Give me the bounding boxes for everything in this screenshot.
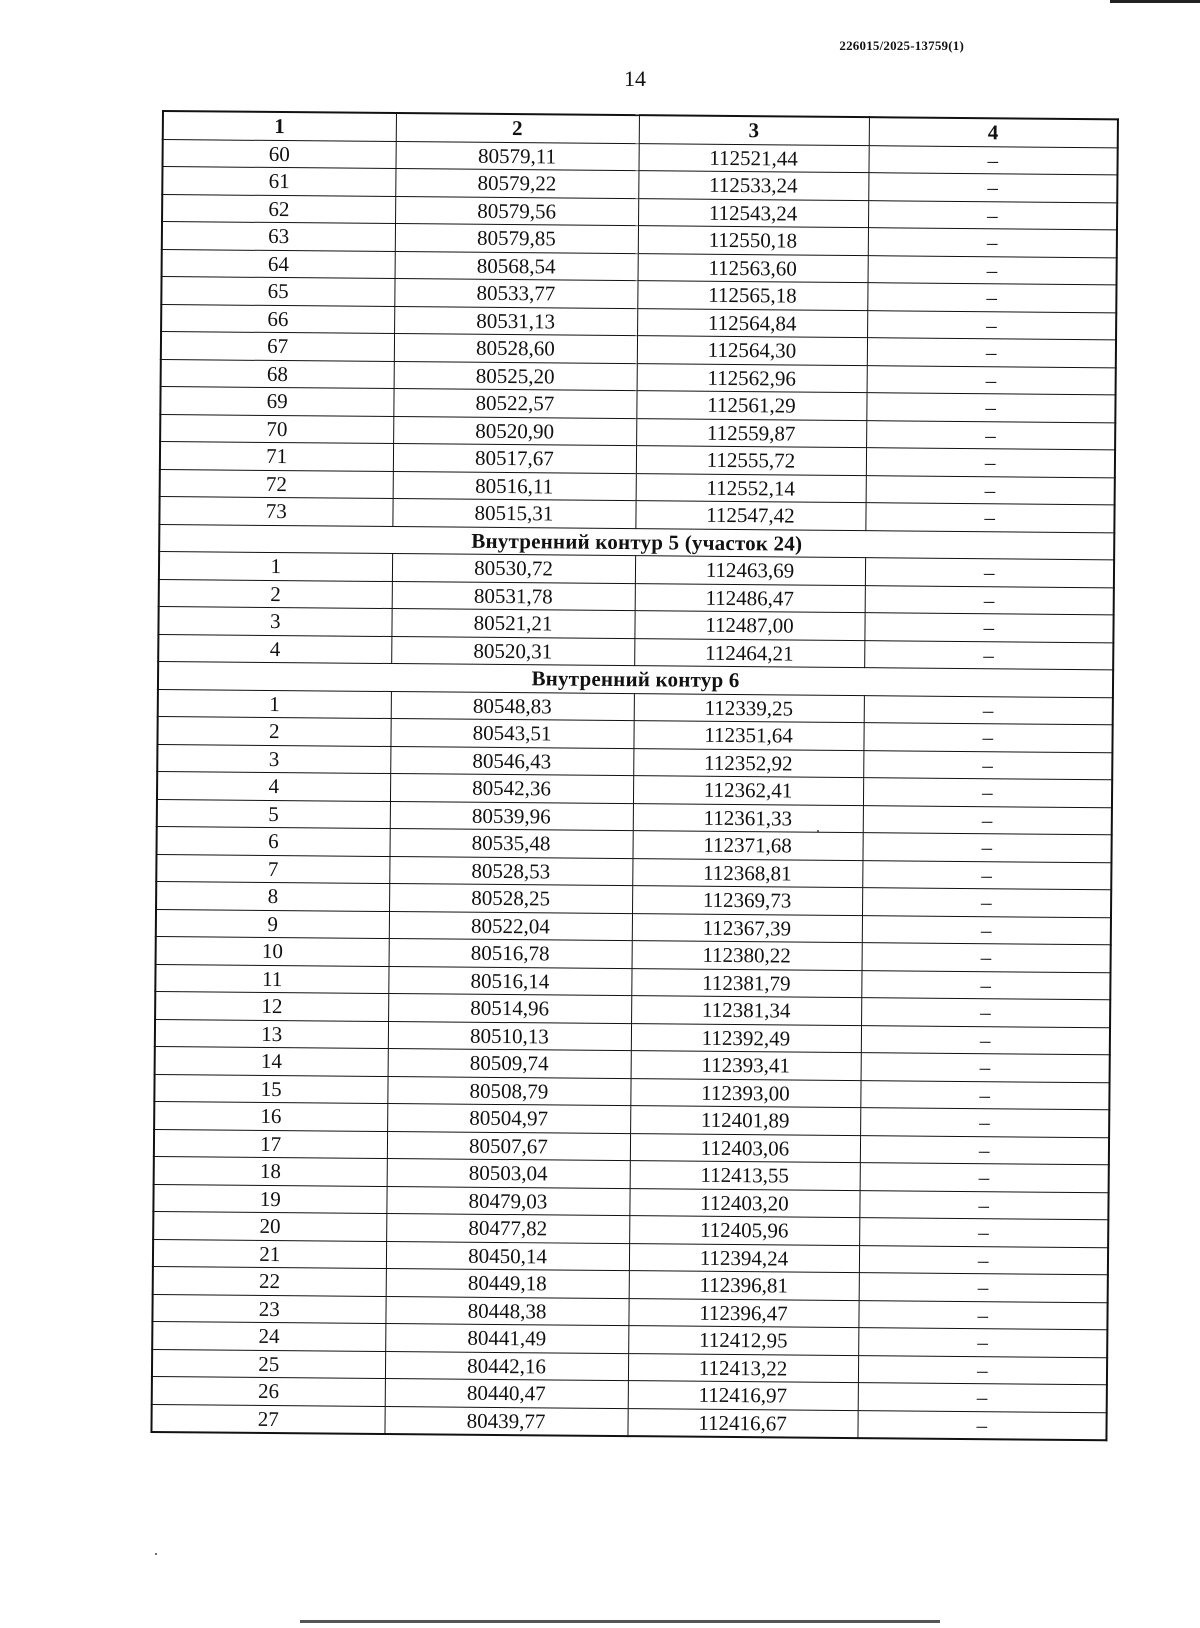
note-cell: – [861,998,1110,1028]
note-cell: – [859,1273,1108,1303]
y-coordinate-cell: 112392,49 [631,1023,861,1053]
x-coordinate-cell: 80528,25 [389,884,632,914]
point-number-cell: 2 [159,579,392,609]
y-coordinate-cell: 112463,69 [635,556,865,586]
x-coordinate-cell: 80535,48 [389,829,632,859]
point-number-cell: 1 [158,689,391,719]
x-coordinate-cell: 80520,31 [391,636,634,666]
point-number-cell: 8 [156,881,389,911]
point-number-cell: 69 [160,386,393,416]
note-cell: – [866,448,1115,478]
header-cell-4: 4 [869,117,1118,147]
point-number-cell: 23 [152,1294,385,1324]
x-coordinate-cell: 80509,74 [388,1049,631,1079]
x-coordinate-cell: 80514,96 [388,994,631,1024]
note-cell: – [862,915,1111,945]
y-coordinate-cell: 112368,81 [632,858,862,888]
note-cell: – [859,1245,1108,1275]
x-coordinate-cell: 80520,90 [393,416,636,446]
y-coordinate-cell: 112562,96 [637,363,867,393]
y-coordinate-cell: 112394,24 [629,1243,859,1273]
scan-speck [817,830,819,832]
y-coordinate-cell: 112401,89 [630,1106,860,1136]
x-coordinate-cell: 80539,96 [390,801,633,831]
x-coordinate-cell: 80533,77 [394,279,637,309]
note-cell: – [866,475,1115,505]
x-coordinate-cell: 80530,72 [392,554,635,584]
note-cell: – [860,1135,1109,1165]
x-coordinate-cell: 80542,36 [390,774,633,804]
x-coordinate-cell: 80579,22 [395,169,638,199]
x-coordinate-cell: 80568,54 [395,251,638,281]
y-coordinate-cell: 112403,06 [630,1133,860,1163]
y-coordinate-cell: 112559,87 [636,418,866,448]
coordinates-table [150,110,1119,1441]
x-coordinate-cell: 80510,13 [388,1021,631,1051]
x-coordinate-cell: 80531,13 [394,306,637,336]
y-coordinate-cell: 112487,00 [634,611,864,641]
point-number-cell: 1 [159,551,392,581]
note-cell: – [858,1383,1107,1413]
x-coordinate-cell: 80448,38 [385,1296,628,1326]
point-number-cell: 26 [152,1376,385,1406]
point-number-cell: 24 [152,1321,385,1351]
point-number-cell: 20 [153,1211,386,1241]
note-cell: – [864,695,1113,725]
x-coordinate-cell: 80579,56 [395,196,638,226]
y-coordinate-cell: 112416,97 [628,1381,858,1411]
y-coordinate-cell: 112403,20 [629,1188,859,1218]
x-coordinate-cell: 80516,14 [388,966,631,996]
point-number-cell: 16 [154,1101,387,1131]
point-number-cell: 13 [155,1019,388,1049]
table-body [151,139,1117,1440]
note-cell: – [865,503,1114,533]
point-number-cell: 5 [157,799,390,829]
note-cell: – [863,723,1112,753]
x-coordinate-cell: 80531,78 [392,581,635,611]
x-coordinate-cell: 80479,03 [386,1186,629,1216]
note-cell: – [862,833,1111,863]
header-cell-1: 1 [163,111,396,141]
y-coordinate-cell: 112416,67 [627,1408,857,1438]
note-cell: – [863,778,1112,808]
y-coordinate-cell: 112380,22 [632,941,862,971]
note-cell: – [859,1190,1108,1220]
x-coordinate-cell: 80528,60 [394,334,637,364]
point-number-cell: 64 [162,249,395,279]
note-cell: – [864,613,1113,643]
note-cell: – [868,228,1117,258]
note-cell: – [868,145,1117,175]
x-coordinate-cell: 80516,11 [393,471,636,501]
y-coordinate-cell: 112533,24 [638,171,868,201]
y-coordinate-cell: 112362,41 [633,776,863,806]
note-cell: – [861,970,1110,1000]
page-number: 14 [624,66,646,91]
note-cell: – [858,1328,1107,1358]
section-title: Внутренний контур 5 (участок 24) [159,524,1114,560]
point-number-cell: 60 [163,139,396,169]
point-number-cell: 11 [155,964,388,994]
note-cell: – [866,393,1115,423]
point-number-cell: 25 [152,1349,385,1379]
point-number-cell: 18 [154,1156,387,1186]
y-coordinate-cell: 112412,95 [628,1326,858,1356]
point-number-cell: 61 [162,167,395,197]
point-number-cell: 67 [161,332,394,362]
y-coordinate-cell: 112563,60 [638,253,868,283]
x-coordinate-cell: 80450,14 [386,1241,629,1271]
header-cell-3: 3 [639,115,869,145]
note-cell: – [866,420,1115,450]
y-coordinate-cell: 112561,29 [636,391,866,421]
point-number-cell: 17 [154,1129,387,1159]
x-coordinate-cell: 80517,67 [393,444,636,474]
note-cell: – [865,558,1114,588]
x-coordinate-cell: 80528,53 [389,856,632,886]
y-coordinate-cell: 112413,55 [630,1161,860,1191]
point-number-cell: 3 [158,606,391,636]
note-cell: – [857,1410,1106,1440]
point-number-cell: 9 [156,909,389,939]
note-cell: – [867,283,1116,313]
x-coordinate-cell: 80503,04 [387,1159,630,1189]
y-coordinate-cell: 112371,68 [632,831,862,861]
x-coordinate-cell: 80508,79 [387,1076,630,1106]
y-coordinate-cell: 112351,64 [633,721,863,751]
y-coordinate-cell: 112361,33 [633,803,863,833]
point-number-cell: 21 [153,1239,386,1269]
point-number-cell: 6 [157,826,390,856]
x-coordinate-cell: 80522,04 [389,911,632,941]
y-coordinate-cell: 112405,96 [629,1216,859,1246]
x-coordinate-cell: 80579,11 [395,141,638,171]
x-coordinate-cell: 80548,83 [391,691,634,721]
note-cell: – [862,860,1111,890]
point-number-cell: 7 [156,854,389,884]
y-coordinate-cell: 112381,79 [631,968,861,998]
y-coordinate-cell: 112550,18 [638,226,868,256]
scan-speck [155,1553,157,1555]
y-coordinate-cell: 112393,41 [631,1051,861,1081]
y-coordinate-cell: 112393,00 [630,1078,860,1108]
point-number-cell: 10 [156,936,389,966]
note-cell: – [861,1053,1110,1083]
note-cell: – [868,255,1117,285]
y-coordinate-cell: 112555,72 [636,446,866,476]
point-number-cell: 15 [154,1074,387,1104]
y-coordinate-cell: 112547,42 [635,501,865,531]
point-number-cell: 4 [157,771,390,801]
x-coordinate-cell: 80477,82 [386,1214,629,1244]
y-coordinate-cell: 112396,47 [628,1298,858,1328]
x-coordinate-cell: 80442,16 [385,1351,628,1381]
note-cell: – [865,585,1114,615]
note-cell: – [861,1025,1110,1055]
y-coordinate-cell: 112339,25 [634,693,864,723]
point-number-cell: 73 [159,496,392,526]
x-coordinate-cell: 80515,31 [392,499,635,529]
x-coordinate-cell: 80440,47 [385,1378,628,1408]
y-coordinate-cell: 112367,39 [632,913,862,943]
scan-edge-mark [1110,0,1200,3]
point-number-cell: 2 [157,716,390,746]
y-coordinate-cell: 112564,30 [637,336,867,366]
note-cell: – [858,1300,1107,1330]
x-coordinate-cell: 80543,51 [390,719,633,749]
x-coordinate-cell: 80525,20 [394,361,637,391]
point-number-cell: 65 [161,277,394,307]
point-number-cell: 3 [157,744,390,774]
note-cell: – [862,888,1111,918]
note-cell: – [867,338,1116,368]
point-number-cell: 68 [161,359,394,389]
point-number-cell: 66 [161,304,394,334]
y-coordinate-cell: 112543,24 [638,198,868,228]
x-coordinate-cell: 80522,57 [393,389,636,419]
scan-bottom-mark [300,1620,940,1623]
y-coordinate-cell: 112369,73 [632,886,862,916]
note-cell: – [863,805,1112,835]
point-number-cell: 63 [162,222,395,252]
y-coordinate-cell: 112565,18 [637,281,867,311]
note-cell: – [867,310,1116,340]
point-number-cell: 27 [151,1404,384,1434]
y-coordinate-cell: 112486,47 [635,583,865,613]
point-number-cell: 71 [160,441,393,471]
point-number-cell: 22 [153,1266,386,1296]
x-coordinate-cell: 80441,49 [385,1323,628,1353]
x-coordinate-cell: 80516,78 [389,939,632,969]
y-coordinate-cell: 112564,84 [637,308,867,338]
note-cell: – [858,1355,1107,1385]
point-number-cell: 62 [162,194,395,224]
y-coordinate-cell: 112521,44 [638,143,868,173]
x-coordinate-cell: 80439,77 [384,1406,627,1436]
section-title: Внутренний контур 6 [158,661,1113,697]
point-number-cell: 19 [153,1184,386,1214]
x-coordinate-cell: 80579,85 [395,224,638,254]
y-coordinate-cell: 112352,92 [633,748,863,778]
y-coordinate-cell: 112464,21 [634,638,864,668]
note-cell: – [860,1108,1109,1138]
note-cell: – [868,173,1117,203]
note-cell: – [860,1163,1109,1193]
header-cell-2: 2 [396,113,639,143]
note-cell: – [864,640,1113,670]
point-number-cell: 4 [158,634,391,664]
point-number-cell: 14 [155,1046,388,1076]
y-coordinate-cell: 112381,34 [631,996,861,1026]
x-coordinate-cell: 80521,21 [391,609,634,639]
y-coordinate-cell: 112413,22 [628,1353,858,1383]
x-coordinate-cell: 80546,43 [390,746,633,776]
note-cell: – [862,943,1111,973]
note-cell: – [867,365,1116,395]
x-coordinate-cell: 80504,97 [387,1104,630,1134]
note-cell: – [860,1080,1109,1110]
note-cell: – [859,1218,1108,1248]
document-id: 226015/2025-13759(1) [839,38,964,53]
point-number-cell: 70 [160,414,393,444]
point-number-cell: 12 [155,991,388,1021]
point-number-cell: 72 [160,469,393,499]
note-cell: – [868,200,1117,230]
y-coordinate-cell: 112396,81 [629,1271,859,1301]
x-coordinate-cell: 80449,18 [386,1268,629,1298]
x-coordinate-cell: 80507,67 [387,1131,630,1161]
y-coordinate-cell: 112552,14 [636,473,866,503]
note-cell: – [863,750,1112,780]
